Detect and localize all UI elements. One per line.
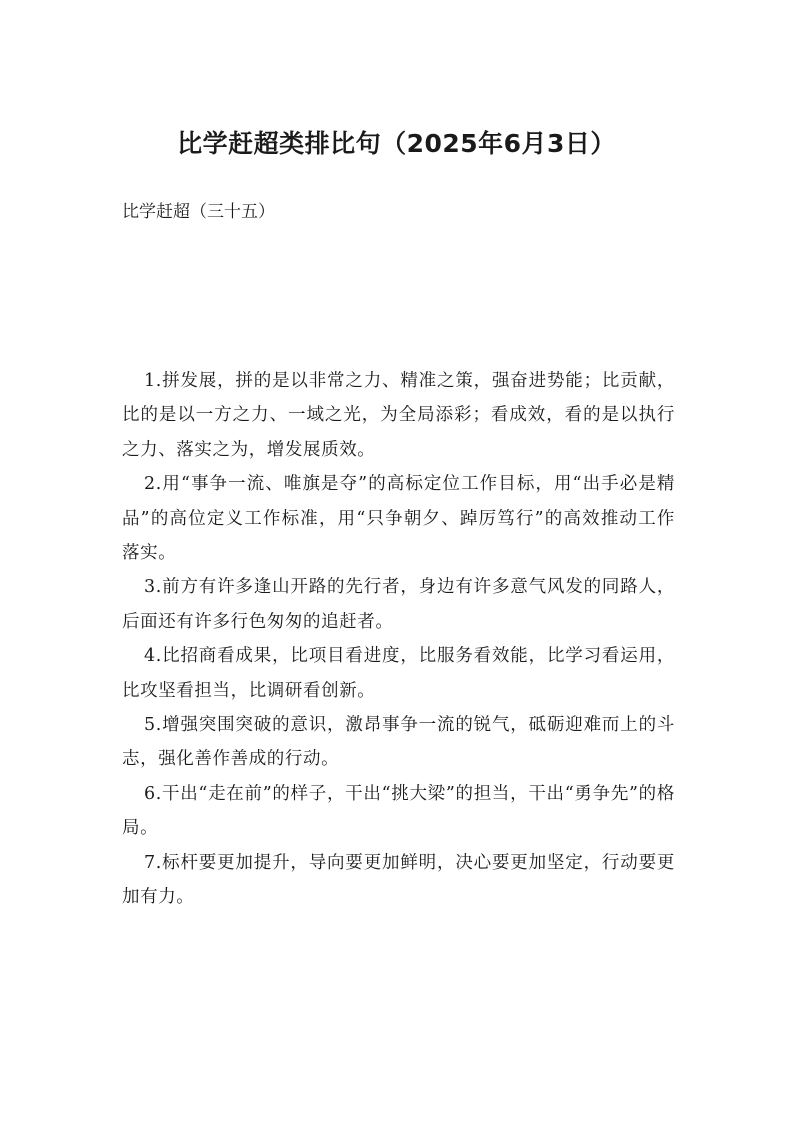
paragraph-4: 4.比招商看成果，比项目看进度，比服务看效能，比学习看运用，比攻坚看担当，比调研看创新。 bbox=[122, 646, 675, 701]
document-title: 比学赶超类排比句（2025年6月3日） bbox=[177, 129, 616, 158]
paragraph-3: 3.前方有许多逢山开路的先行者，身边有许多意气风发的同路人，后面还有许多行色匆匆的追赶者。 bbox=[122, 577, 675, 632]
document-body bbox=[122, 364, 675, 915]
document-subtitle: 比学赶超（三十五） bbox=[122, 202, 275, 222]
paragraph-7: 7.标杆要更加提升，导向要更加鲜明，决心要更加坚定，行动要更加有力。 bbox=[122, 852, 675, 908]
paragraph-6: 6.干出“走在前”的样子，干出“挑大梁”的担当，干出“勇争先”的格局。 bbox=[122, 783, 675, 839]
paragraph-1: 1.拼发展，拼的是以非常之力、精准之策，强奋进势能；比贡献，比的是以一方之力、一域之光，为全局添彩；看成效，看的是以执行之力、落实之为，增发展质效。 bbox=[122, 371, 675, 460]
paragraph-2: 2.用“事争一流、唯旗是夺”的高标定位工作目标，用“出手必是精品”的高位定义工作标准，用“只争朝夕、踔厉笃行”的高效推动工作落实。 bbox=[122, 474, 675, 564]
paragraph-5: 5.增强突围突破的意识，激昂事争一流的锐气，砥砺迎难而上的斗志，强化善作善成的行动。 bbox=[122, 715, 675, 770]
